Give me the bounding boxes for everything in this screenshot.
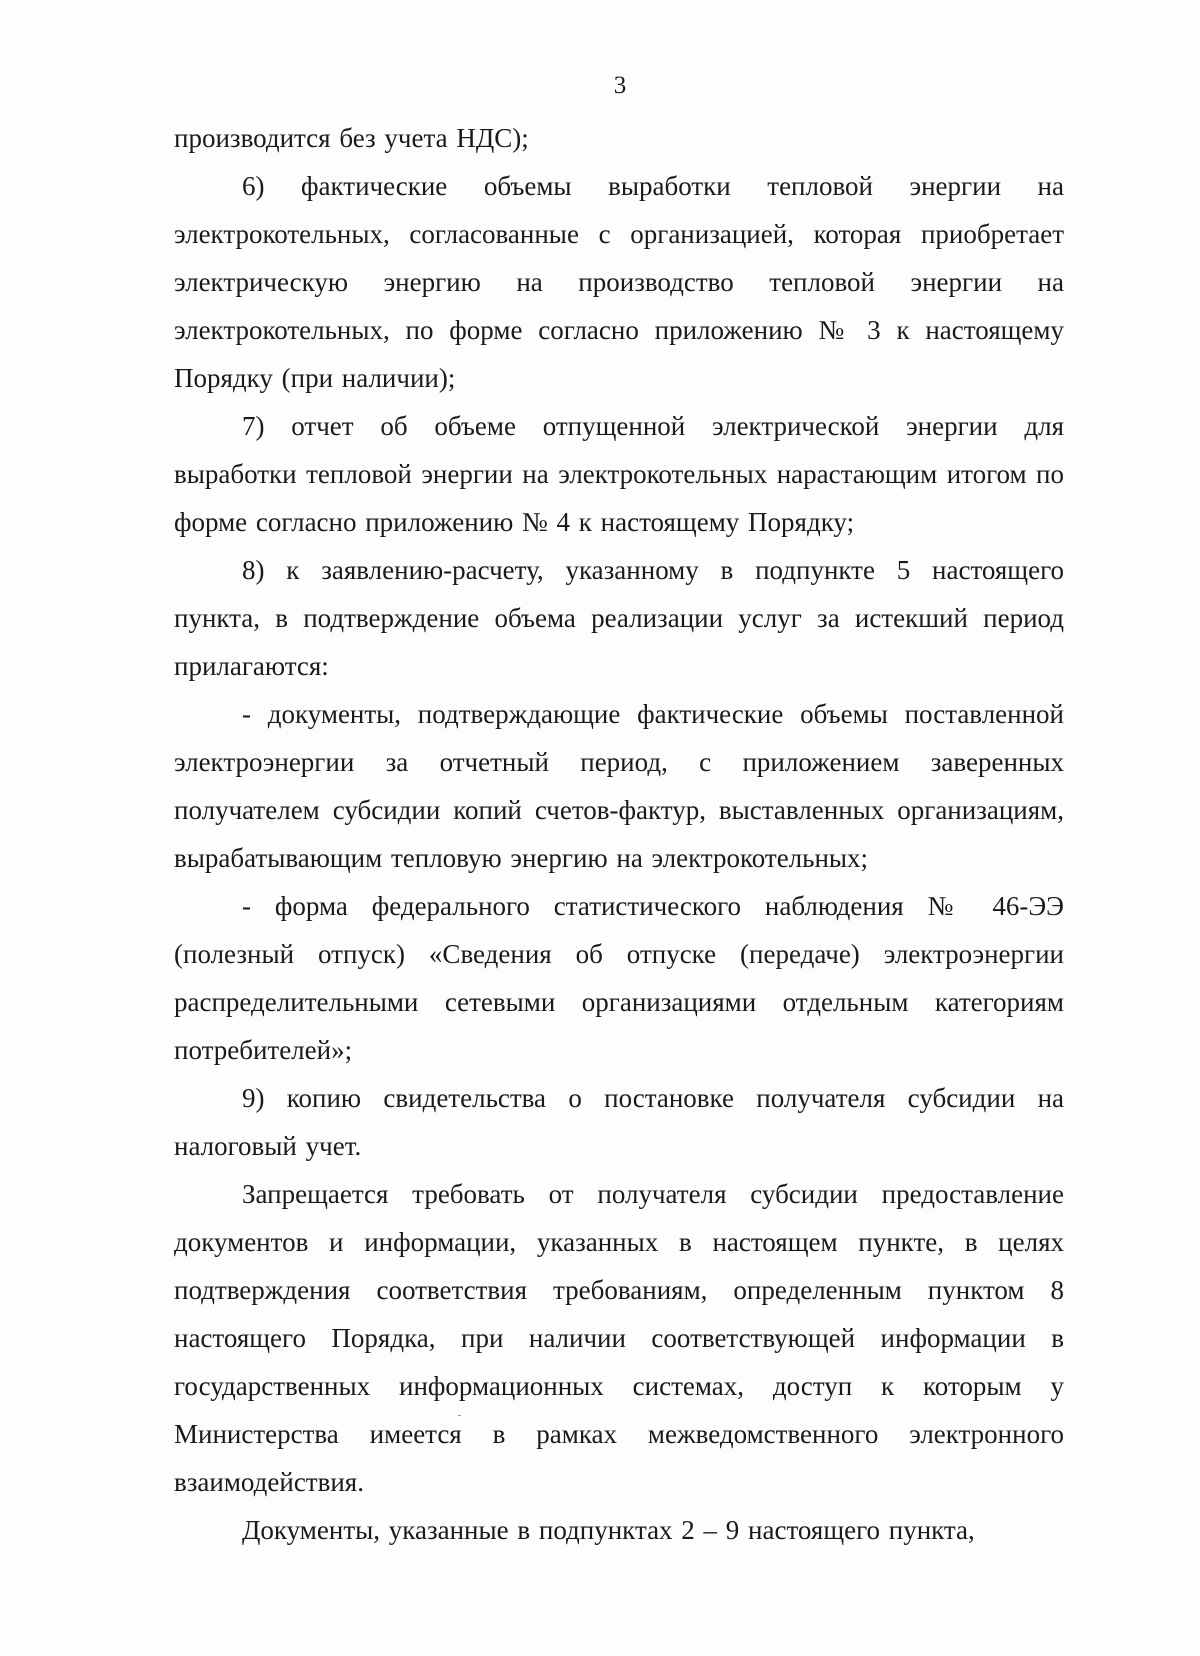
paragraph-documents-final: Документы, указанные в подпунктах 2 – 9 настоящего пункта, (242, 1515, 975, 1545)
page-number: 3 (613, 72, 627, 99)
paragraph-continuation: производится без учета НДС); (174, 123, 529, 153)
paragraph-item-9: 9) копию свидетельства о постановке получателя субсидии на налоговый учет. (174, 1083, 1064, 1161)
paragraph-item-8: 8) к заявлению-расчету, указанному в подпункте 5 настоящего пункта, в подтверждение объема реализации услуг за истекший период прилагаются: (174, 555, 1064, 681)
paragraph-item-7: 7) отчет об объеме отпущенной электрической энергии для выработки тепловой энергии на электрокотельных нарастающим итогом по форме согласно приложению № 4 к настоящему Порядку; (174, 411, 1064, 537)
paragraph-item-6: 6) фактические объемы выработки тепловой энергии на электрокотельных, согласованные с организацией, которая приобретает электрическую энергию на производство тепловой энергии на электрокотельных, по форме согласно приложению № 3 к настоящему Порядку (при наличии); (174, 171, 1064, 393)
scan-speck (458, 1415, 461, 1416)
paragraph-prohibition: Запрещается требовать от получателя субсидии предоставление документов и информации, указанных в настоящем пункте, в целях подтверждения соответствия требованиям, определенным пунктом 8 настоящего Порядка, при наличии соответствующей информации в государственных информационных системах, доступ к которым у Министерства имеется в рамках межведомственного электронного взаимодействия. (174, 1179, 1064, 1497)
paragraph-dash-form: - форма федерального статистического наблюдения № 46-ЭЭ (полезный отпуск) «Сведения об отпуске (передаче) электроэнергии распределительными сетевыми организациями отдельным категориям потребителей»; (174, 891, 1064, 1065)
paragraph-dash-documents: - документы, подтверждающие фактические объемы поставленной электроэнергии за отчетный период, с приложением заверенных получателем субсидии копий счетов-фактур, выставленных организациям, вырабатывающим тепловую энергию на электрокотельных; (174, 699, 1064, 873)
document-body (174, 114, 1064, 1554)
